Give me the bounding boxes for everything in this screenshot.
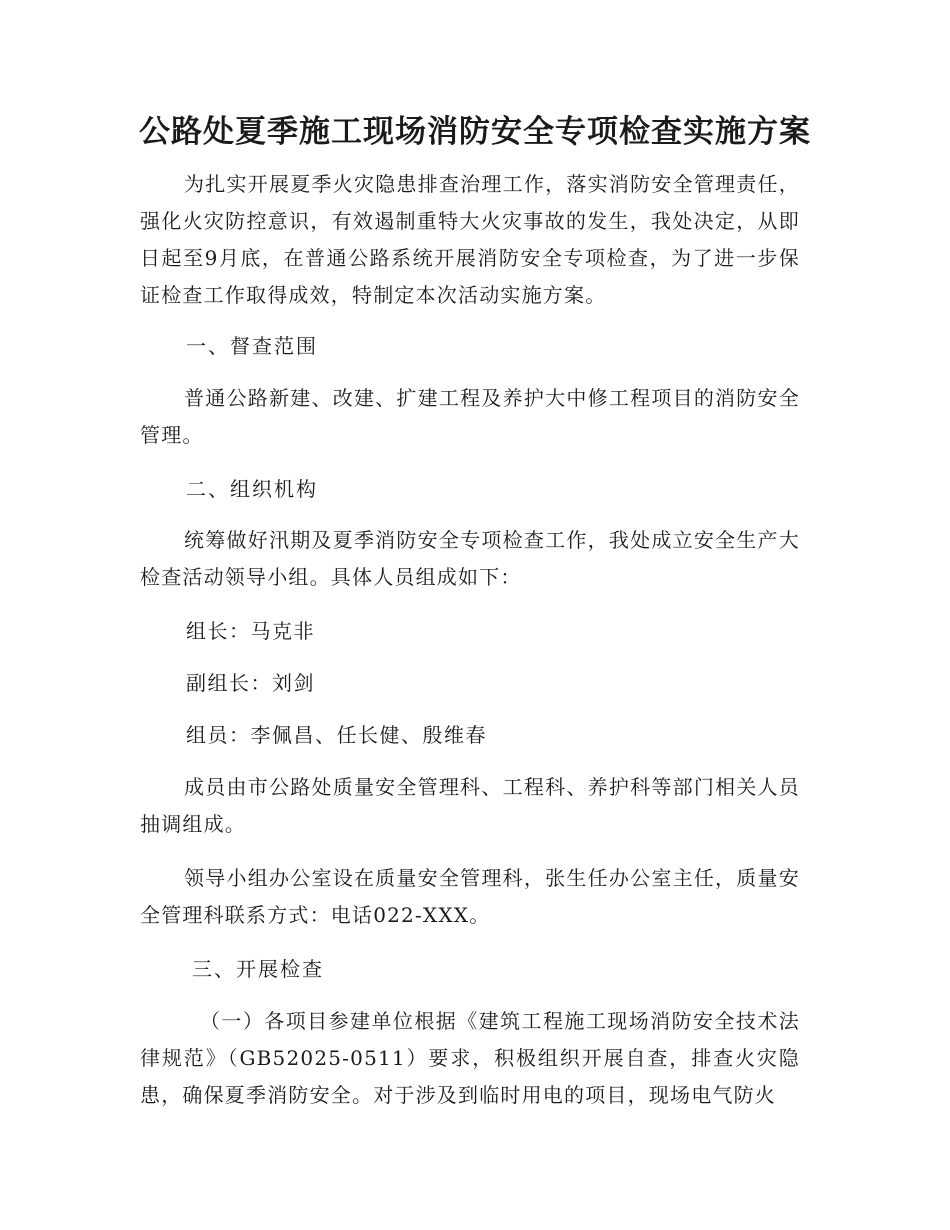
office-paragraph: 领导小组办公室设在质量安全管理科，张生任办公室主任，质量安全管理科联系方式：电话022-XXX。 bbox=[140, 866, 800, 927]
organization-paragraph: 统筹做好汛期及夏季消防安全专项检查工作，我处成立安全生产大检查活动领导小组。具体人员组成如下： bbox=[140, 528, 800, 589]
document-title: 公路处夏季施工现场消防安全专项检查实施方案 bbox=[139, 114, 811, 150]
scope-paragraph: 普通公路新建、改建、扩建工程及养护大中修工程项目的消防安全管理。 bbox=[140, 386, 800, 447]
section-heading-organization: 二、组织机构 bbox=[186, 477, 318, 501]
section-heading-scope: 一、督查范围 bbox=[186, 334, 318, 358]
section-heading-inspection: 三、开展检查 bbox=[192, 957, 324, 981]
deputy-leader-line: 副组长：刘剑 bbox=[186, 671, 315, 695]
leader-line: 组长：马克非 bbox=[186, 619, 315, 643]
composition-paragraph: 成员由市公路处质量安全管理科、工程科、养护科等部门相关人员抽调组成。 bbox=[140, 775, 800, 836]
intro-paragraph: 为扎实开展夏季火灾隐患排查治理工作，落实消防安全管理责任，强化火灾防控意识，有效遏制重特大火灾事故的发生，我处决定，从即日起至9月底，在普通公路系统开展消防安全专项检查，为了进一步保证检查工作取得成效，特制定本次活动实施方案。 bbox=[140, 172, 800, 307]
inspection-item-1: （一）各项目参建单位根据《建筑工程施工现场消防安全技术法律规范》（GB52025-0511）要求，积极组织开展自查，排查火灾隐患，确保夏季消防安全。对于涉及到临时用电的项目，现场电气防火 bbox=[140, 1009, 800, 1107]
members-line: 组员：李佩昌、任长健、殷维春 bbox=[186, 723, 487, 747]
